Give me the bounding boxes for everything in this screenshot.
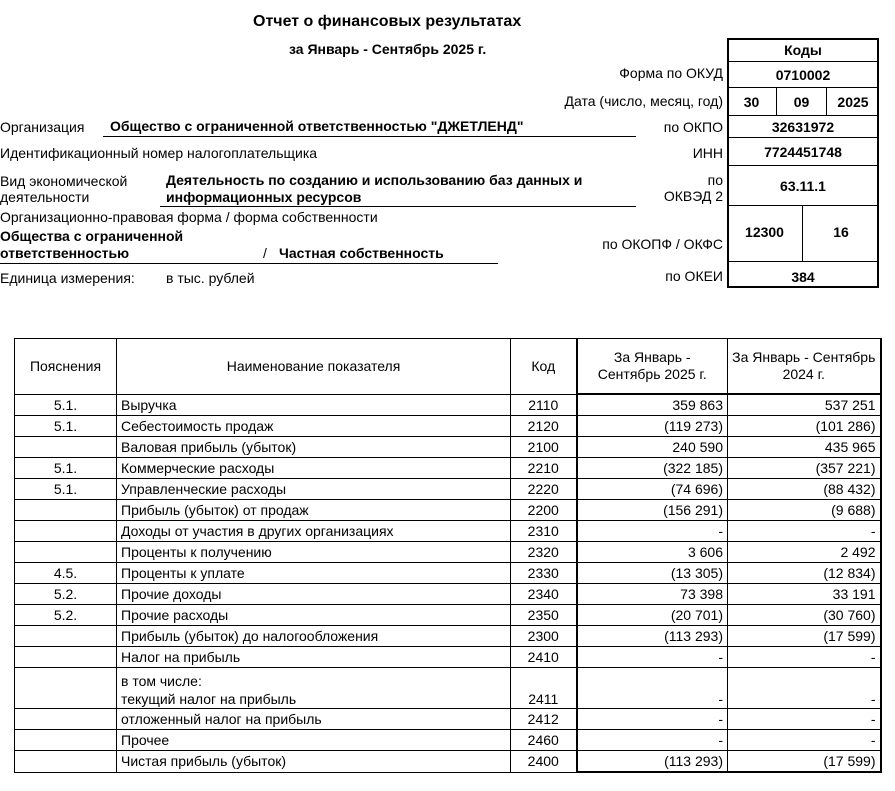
- row-previous-value: (357 221): [728, 458, 881, 479]
- row-note: [15, 647, 117, 668]
- row-note: 5.2.: [15, 584, 117, 605]
- row-note: 5.1.: [15, 479, 117, 500]
- row-name: Прочие расходы: [117, 605, 511, 626]
- row-current-value: 3 606: [577, 542, 728, 563]
- table-row: [15, 521, 881, 542]
- row-previous-value: -: [728, 668, 881, 709]
- form-underline: [0, 263, 498, 264]
- row-current-value: (156 291): [577, 500, 728, 521]
- row-previous-value: -: [728, 521, 881, 542]
- org-label: Организация: [0, 119, 85, 135]
- row-name: Проценты к получению: [117, 542, 511, 563]
- row-current-value: -: [577, 730, 728, 751]
- row-code: 2410: [511, 647, 577, 668]
- row-previous-value: (17 599): [728, 626, 881, 647]
- okopf-code: 12300: [727, 206, 803, 262]
- row-name: Чистая прибыль (убыток): [117, 751, 511, 773]
- row-name: Доходы от участия в других организациях: [117, 521, 511, 542]
- row-name-line-1: в том числе:: [121, 673, 202, 689]
- row-previous-value: (101 286): [728, 416, 881, 437]
- table-row: [15, 416, 881, 437]
- row-current-value: -: [577, 709, 728, 730]
- date-month: 09: [777, 88, 827, 116]
- inn-full-label: Идентификационный номер налогоплательщика: [0, 145, 318, 161]
- row-current-value: (13 305): [577, 563, 728, 584]
- codes-heading: Коды: [727, 38, 879, 62]
- row-code: 2460: [511, 730, 577, 751]
- row-previous-value: (88 432): [728, 479, 881, 500]
- row-previous-value: -: [728, 709, 881, 730]
- okved-label-2: ОКВЭД 2: [663, 188, 723, 204]
- okpo-label: по ОКПО: [663, 119, 723, 135]
- okei-label: по ОКЕИ: [665, 268, 723, 284]
- row-previous-value: -: [728, 730, 881, 751]
- table-row: [15, 751, 881, 773]
- row-code: 2200: [511, 500, 577, 521]
- okud-label: Форма по ОКУД: [619, 65, 723, 81]
- row-code: 2400: [511, 751, 577, 773]
- okei-code: 384: [791, 269, 815, 285]
- activity-label-2: деятельности: [0, 189, 90, 205]
- row-name-line-2: текущий налог на прибыль: [121, 691, 297, 707]
- table-row: [15, 563, 881, 584]
- row-name: Прибыль (убыток) от продаж: [117, 500, 511, 521]
- okved-code: 63.11.1: [727, 166, 879, 206]
- unit-value: в тыс. рублей: [166, 270, 255, 286]
- form-line-2: ответственностью: [0, 245, 130, 261]
- row-code: 2412: [511, 709, 577, 730]
- row-note: [15, 542, 117, 563]
- report-period: за Январь - Сентябрь 2025 г.: [289, 41, 487, 57]
- table-row: [15, 500, 881, 521]
- row-code: 2220: [511, 479, 577, 500]
- table-row: [15, 437, 881, 458]
- row-name: отложенный налог на прибыль: [117, 709, 511, 730]
- activity-line-2: информационных ресурсов: [166, 189, 362, 205]
- row-code: 2210: [511, 458, 577, 479]
- row-previous-value: (12 834): [728, 563, 881, 584]
- table-row: [15, 605, 881, 626]
- row-previous-value: (17 599): [728, 751, 881, 773]
- okved-label-1: по: [707, 172, 723, 188]
- table-row: [15, 626, 881, 647]
- row-previous-value: (30 760): [728, 605, 881, 626]
- row-code: 2340: [511, 584, 577, 605]
- row-current-value: (119 273): [577, 416, 728, 437]
- row-note: [15, 437, 117, 458]
- header-previous-period: За Январь - Сентябрь 2024 г.: [728, 339, 881, 395]
- form-line-1: Общества с ограниченной: [0, 228, 184, 244]
- row-previous-value: 33 191: [728, 584, 881, 605]
- table-row: [15, 709, 881, 730]
- row-note: [15, 730, 117, 751]
- row-code: 2411: [511, 668, 577, 709]
- row-current-value: (74 696): [577, 479, 728, 500]
- row-current-value: (322 185): [577, 458, 728, 479]
- table-row: [15, 584, 881, 605]
- row-current-value: 73 398: [577, 584, 728, 605]
- header-note: Пояснения: [15, 339, 117, 395]
- row-name: Прочее: [117, 730, 511, 751]
- okud-code: 0710002: [727, 62, 879, 88]
- ownership: Частная собственность: [279, 245, 444, 261]
- row-name: Проценты к уплате: [117, 563, 511, 584]
- activity-label-1: Вид экономической: [0, 173, 128, 189]
- row-note: 4.5.: [15, 563, 117, 584]
- table-row: [15, 730, 881, 751]
- row-previous-value: 537 251: [728, 394, 881, 416]
- org-underline: [103, 136, 636, 137]
- row-name: Валовая прибыль (убыток): [117, 437, 511, 458]
- row-note: [15, 500, 117, 521]
- header-code: Код: [511, 339, 577, 395]
- header-current-period: За Январь - Сентябрь 2025 г.: [577, 339, 728, 395]
- row-name: [117, 668, 511, 709]
- inn-label: ИНН: [692, 145, 723, 161]
- table-row: [15, 647, 881, 668]
- row-current-value: (113 293): [577, 751, 728, 773]
- report-title: Отчет о финансовых результатах: [253, 13, 522, 30]
- row-name: Коммерческие расходы: [117, 458, 511, 479]
- unit-label: Единица измерения:: [0, 270, 135, 286]
- table-row: [15, 394, 881, 416]
- table-row: [15, 542, 881, 563]
- form-label: Организационно-правовая форма / форма собственности: [0, 209, 378, 225]
- row-current-value: -: [577, 668, 728, 709]
- table-row: [15, 479, 881, 500]
- row-note: 5.1.: [15, 416, 117, 437]
- date-day: 30: [727, 88, 777, 116]
- row-previous-value: -: [728, 647, 881, 668]
- activity-underline: [160, 206, 636, 207]
- row-code: 2120: [511, 416, 577, 437]
- row-note: 5.1.: [15, 458, 117, 479]
- row-note: [15, 751, 117, 773]
- row-current-value: (113 293): [577, 626, 728, 647]
- row-current-value: -: [577, 521, 728, 542]
- row-code: 2110: [511, 394, 577, 416]
- row-code: 2300: [511, 626, 577, 647]
- row-code: 2350: [511, 605, 577, 626]
- date-label: Дата (число, месяц, год): [564, 93, 723, 109]
- row-name: Выручка: [117, 394, 511, 416]
- row-previous-value: 435 965: [728, 437, 881, 458]
- row-previous-value: (9 688): [728, 500, 881, 521]
- row-name: Себестоимость продаж: [117, 416, 511, 437]
- okopf-label: по ОКОПФ / ОКФС: [602, 236, 723, 252]
- row-name: Прибыль (убыток) до налогообложения: [117, 626, 511, 647]
- row-current-value: (20 701): [577, 605, 728, 626]
- row-name: Налог на прибыль: [117, 647, 511, 668]
- header-name: Наименование показателя: [117, 339, 511, 395]
- row-current-value: -: [577, 647, 728, 668]
- inn-code: 7724451748: [727, 138, 879, 166]
- table-row: [15, 668, 881, 709]
- financial-results-table: [14, 338, 882, 773]
- okfs-code: 16: [803, 206, 879, 262]
- row-note: [15, 709, 117, 730]
- form-separator: /: [263, 245, 267, 261]
- okpo-code: 32631972: [727, 116, 879, 138]
- row-note: 5.2.: [15, 605, 117, 626]
- row-code: 2310: [511, 521, 577, 542]
- row-code: 2330: [511, 563, 577, 584]
- row-previous-value: 2 492: [728, 542, 881, 563]
- row-code: 2100: [511, 437, 577, 458]
- row-current-value: 240 590: [577, 437, 728, 458]
- row-code: 2320: [511, 542, 577, 563]
- row-note: [15, 521, 117, 542]
- row-current-value: 359 863: [577, 394, 728, 416]
- row-note: [15, 668, 117, 709]
- table-row: [15, 458, 881, 479]
- date-year: 2025: [827, 88, 879, 116]
- row-name: Прочие доходы: [117, 584, 511, 605]
- activity-line-1: Деятельность по созданию и использованию баз данных и: [166, 172, 583, 188]
- org-name: Общество с ограниченной ответственностью "ДЖЕТЛЕНД": [110, 118, 524, 134]
- row-note: 5.1.: [15, 394, 117, 416]
- row-note: [15, 626, 117, 647]
- row-name: Управленческие расходы: [117, 479, 511, 500]
